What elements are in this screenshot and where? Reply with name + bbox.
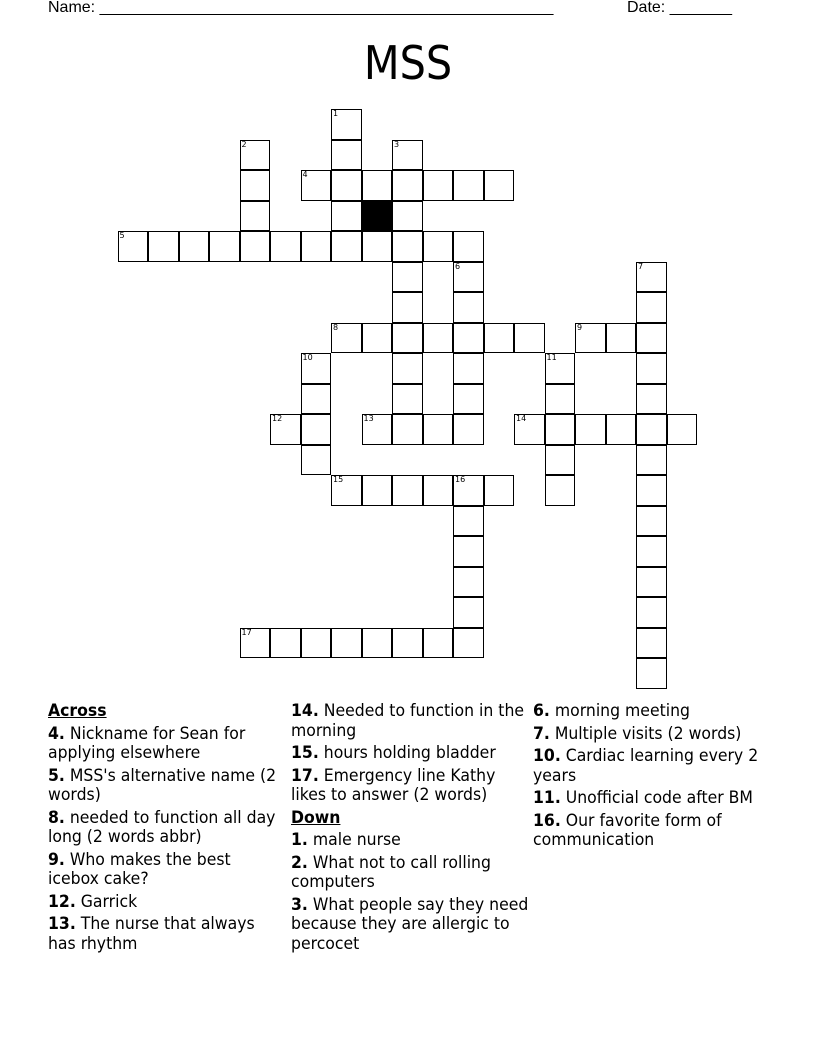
clue-item-number: 6. <box>533 701 550 720</box>
grid-cell[interactable] <box>270 414 301 445</box>
clue-number: 8 <box>333 322 339 332</box>
clue-number: 7 <box>638 261 644 271</box>
clue-item-text: needed to function all day long (2 words abbr) <box>48 807 276 846</box>
grid-cell[interactable] <box>331 109 362 140</box>
grid-cell[interactable] <box>392 292 423 323</box>
grid-cell[interactable] <box>453 262 484 293</box>
clue-item <box>48 808 286 847</box>
clue-item-text: Nickname for Sean for applying elsewhere <box>48 723 246 762</box>
clue-item-text: What people say they need because they are allergic to percocet <box>291 894 529 953</box>
grid-cell[interactable] <box>575 323 606 354</box>
clue-item-number: 5. <box>48 765 65 785</box>
grid-cell[interactable] <box>362 170 393 201</box>
grid-cell[interactable] <box>484 475 515 506</box>
clue-item <box>533 701 761 721</box>
grid-cell[interactable] <box>453 567 484 598</box>
grid-cell[interactable] <box>118 231 149 262</box>
grid-cell[interactable] <box>423 414 454 445</box>
puzzle-title: MSS <box>363 36 453 90</box>
grid-cell[interactable] <box>331 140 362 171</box>
clue-item <box>533 811 761 850</box>
clue-item-number: 14. <box>291 701 319 720</box>
grid-cell[interactable] <box>392 475 423 506</box>
grid-cell[interactable] <box>301 384 332 415</box>
grid-cell[interactable] <box>301 170 332 201</box>
grid-cell[interactable] <box>636 262 667 293</box>
clue-item <box>533 788 761 808</box>
clue-number: 6 <box>455 261 461 271</box>
grid-cell[interactable] <box>362 231 393 262</box>
clue-item-text: Multiple visits (2 words) <box>554 723 742 743</box>
clue-item-text: Our favorite form of communication <box>533 810 722 849</box>
grid-cell[interactable] <box>453 170 484 201</box>
grid-cell[interactable] <box>392 201 423 232</box>
grid-cell[interactable] <box>636 536 667 567</box>
grid-cell[interactable] <box>423 323 454 354</box>
grid-cell[interactable] <box>331 231 362 262</box>
grid-cell[interactable] <box>148 231 179 262</box>
grid-cell[interactable] <box>453 597 484 628</box>
grid-cell[interactable] <box>636 567 667 598</box>
grid-cell[interactable] <box>392 384 423 415</box>
clue-number: 16 <box>455 475 466 484</box>
clue-item-text: The nurse that always has rhythm <box>48 914 255 953</box>
grid-cell[interactable] <box>667 414 698 445</box>
clue-number: 17 <box>241 627 252 637</box>
clue-number: 13 <box>363 414 374 423</box>
grid-cell[interactable] <box>514 414 545 445</box>
grid-cell[interactable] <box>636 384 667 415</box>
grid-cell[interactable] <box>423 628 454 659</box>
clue-item-number: 13. <box>48 914 76 933</box>
grid-cell[interactable] <box>392 353 423 384</box>
grid-cell[interactable] <box>301 414 332 445</box>
grid-cell[interactable] <box>331 201 362 232</box>
clue-number: 1 <box>333 109 339 118</box>
grid-cell-blocked <box>362 201 393 232</box>
clue-item-number: 8. <box>48 807 65 827</box>
clue-item <box>48 892 286 912</box>
clue-number: 12 <box>272 414 283 423</box>
grid-cell[interactable] <box>636 323 667 354</box>
grid-cell[interactable] <box>484 170 515 201</box>
grid-cell[interactable] <box>301 628 332 659</box>
grid-cell[interactable] <box>392 323 423 354</box>
clue-item <box>291 701 529 740</box>
clue-item-number: 11. <box>533 788 561 807</box>
grid-cell[interactable] <box>453 475 484 506</box>
clue-item <box>291 743 529 763</box>
grid-cell[interactable] <box>636 475 667 506</box>
grid-cell[interactable] <box>453 292 484 323</box>
grid-cell[interactable] <box>270 231 301 262</box>
grid-cell[interactable] <box>484 323 515 354</box>
grid-cell[interactable] <box>331 170 362 201</box>
clue-number: 2 <box>241 139 247 149</box>
grid-cell[interactable] <box>453 536 484 567</box>
clue-number: 10 <box>302 353 313 362</box>
grid-cell[interactable] <box>545 445 576 476</box>
clue-item-number: 16. <box>533 810 561 830</box>
grid-cell[interactable] <box>453 384 484 415</box>
grid-cell[interactable] <box>453 323 484 354</box>
grid-cell[interactable] <box>392 231 423 262</box>
grid-cell[interactable] <box>453 628 484 659</box>
grid-cell[interactable] <box>301 445 332 476</box>
grid-cell[interactable] <box>392 262 423 293</box>
name-field-label: Name: ___________________________________________________ <box>48 0 554 16</box>
clue-item-number: 3. <box>291 894 308 914</box>
grid-cell[interactable] <box>362 475 393 506</box>
grid-cell[interactable] <box>453 506 484 537</box>
clue-number: 4 <box>302 170 308 179</box>
clue-item-number: 7. <box>533 723 550 743</box>
clue-item-text: Cardiac learning every 2 years <box>533 746 759 785</box>
clue-item <box>291 766 529 805</box>
clue-item-text: Who makes the best icebox cake? <box>48 849 231 888</box>
clue-item <box>533 746 761 785</box>
clue-number: 11 <box>546 353 557 362</box>
clue-number: 5 <box>119 231 125 240</box>
grid-cell[interactable] <box>331 628 362 659</box>
clue-item <box>291 830 529 850</box>
date-field-label: Date: _______ <box>627 0 732 16</box>
clue-item-number: 15. <box>291 743 319 762</box>
grid-cell[interactable] <box>240 140 271 171</box>
clue-number: 15 <box>333 475 344 484</box>
grid-cell[interactable] <box>575 414 606 445</box>
grid-cell[interactable] <box>606 414 637 445</box>
clue-item-text: MSS's alternative name (2 words) <box>48 765 277 804</box>
grid-cell[interactable] <box>423 170 454 201</box>
clue-number: 3 <box>394 139 400 149</box>
clue-item-text: Garrick <box>80 891 138 911</box>
grid-cell[interactable] <box>209 231 240 262</box>
clue-item <box>48 724 286 763</box>
grid-cell[interactable] <box>362 323 393 354</box>
clue-section-heading: Across <box>48 701 107 720</box>
grid-cell[interactable] <box>362 414 393 445</box>
clue-item-number: 17. <box>291 765 319 785</box>
clue-item-text: What not to call rolling computers <box>291 852 491 891</box>
grid-cell[interactable] <box>362 628 393 659</box>
grid-cell[interactable] <box>301 353 332 384</box>
clue-item-number: 9. <box>48 849 65 869</box>
grid-cell[interactable] <box>545 475 576 506</box>
grid-cell[interactable] <box>636 597 667 628</box>
clue-column-3 <box>533 701 761 853</box>
grid-cell[interactable] <box>514 323 545 354</box>
grid-cell[interactable] <box>331 323 362 354</box>
grid-cell[interactable] <box>636 414 667 445</box>
clue-item-text: male nurse <box>312 830 401 849</box>
grid-cell[interactable] <box>636 658 667 689</box>
clue-item-number: 10. <box>533 746 561 765</box>
clue-item-number: 12. <box>48 891 76 911</box>
clue-item-number: 1. <box>291 830 308 849</box>
grid-cell[interactable] <box>240 201 271 232</box>
clue-item-text: morning meeting <box>554 701 690 720</box>
clue-item-text: Needed to function in the morning <box>291 701 525 740</box>
clue-column-2 <box>291 701 529 956</box>
grid-cell[interactable] <box>636 445 667 476</box>
clue-section-heading: Down <box>291 807 341 827</box>
worksheet-header <box>48 0 748 19</box>
clue-item-text: hours holding bladder <box>323 743 496 762</box>
clue-item <box>533 724 761 744</box>
clue-item <box>48 914 286 953</box>
grid-cell[interactable] <box>636 292 667 323</box>
clue-item <box>48 850 286 889</box>
grid-cell[interactable] <box>545 353 576 384</box>
clue-item-number: 4. <box>48 723 65 743</box>
grid-cell[interactable] <box>636 506 667 537</box>
grid-cell[interactable] <box>240 231 271 262</box>
grid-cell[interactable] <box>392 140 423 171</box>
grid-cell[interactable] <box>453 231 484 262</box>
grid-cell[interactable] <box>240 170 271 201</box>
grid-cell[interactable] <box>453 353 484 384</box>
grid-cell[interactable] <box>545 384 576 415</box>
grid-cell[interactable] <box>240 628 271 659</box>
grid-cell[interactable] <box>270 628 301 659</box>
grid-cell[interactable] <box>301 231 332 262</box>
clue-item <box>48 766 286 805</box>
clue-item-text: Unofficial code after BM <box>565 788 753 807</box>
grid-cell[interactable] <box>423 475 454 506</box>
clue-number: 9 <box>577 322 583 332</box>
grid-cell[interactable] <box>331 475 362 506</box>
clue-item <box>291 853 529 892</box>
clue-item-number: 2. <box>291 852 308 872</box>
grid-cell[interactable] <box>636 628 667 659</box>
grid-cell[interactable] <box>392 170 423 201</box>
grid-cell[interactable] <box>636 353 667 384</box>
grid-cell[interactable] <box>423 231 454 262</box>
clue-item-text: Emergency line Kathy likes to answer (2 words) <box>291 765 496 804</box>
grid-cell[interactable] <box>392 628 423 659</box>
grid-cell[interactable] <box>392 414 423 445</box>
grid-cell[interactable] <box>453 414 484 445</box>
clue-item <box>291 895 529 954</box>
grid-cell[interactable] <box>606 323 637 354</box>
grid-cell[interactable] <box>179 231 210 262</box>
clue-column-1 <box>48 701 286 956</box>
grid-cell[interactable] <box>545 414 576 445</box>
clue-number: 14 <box>516 414 527 423</box>
